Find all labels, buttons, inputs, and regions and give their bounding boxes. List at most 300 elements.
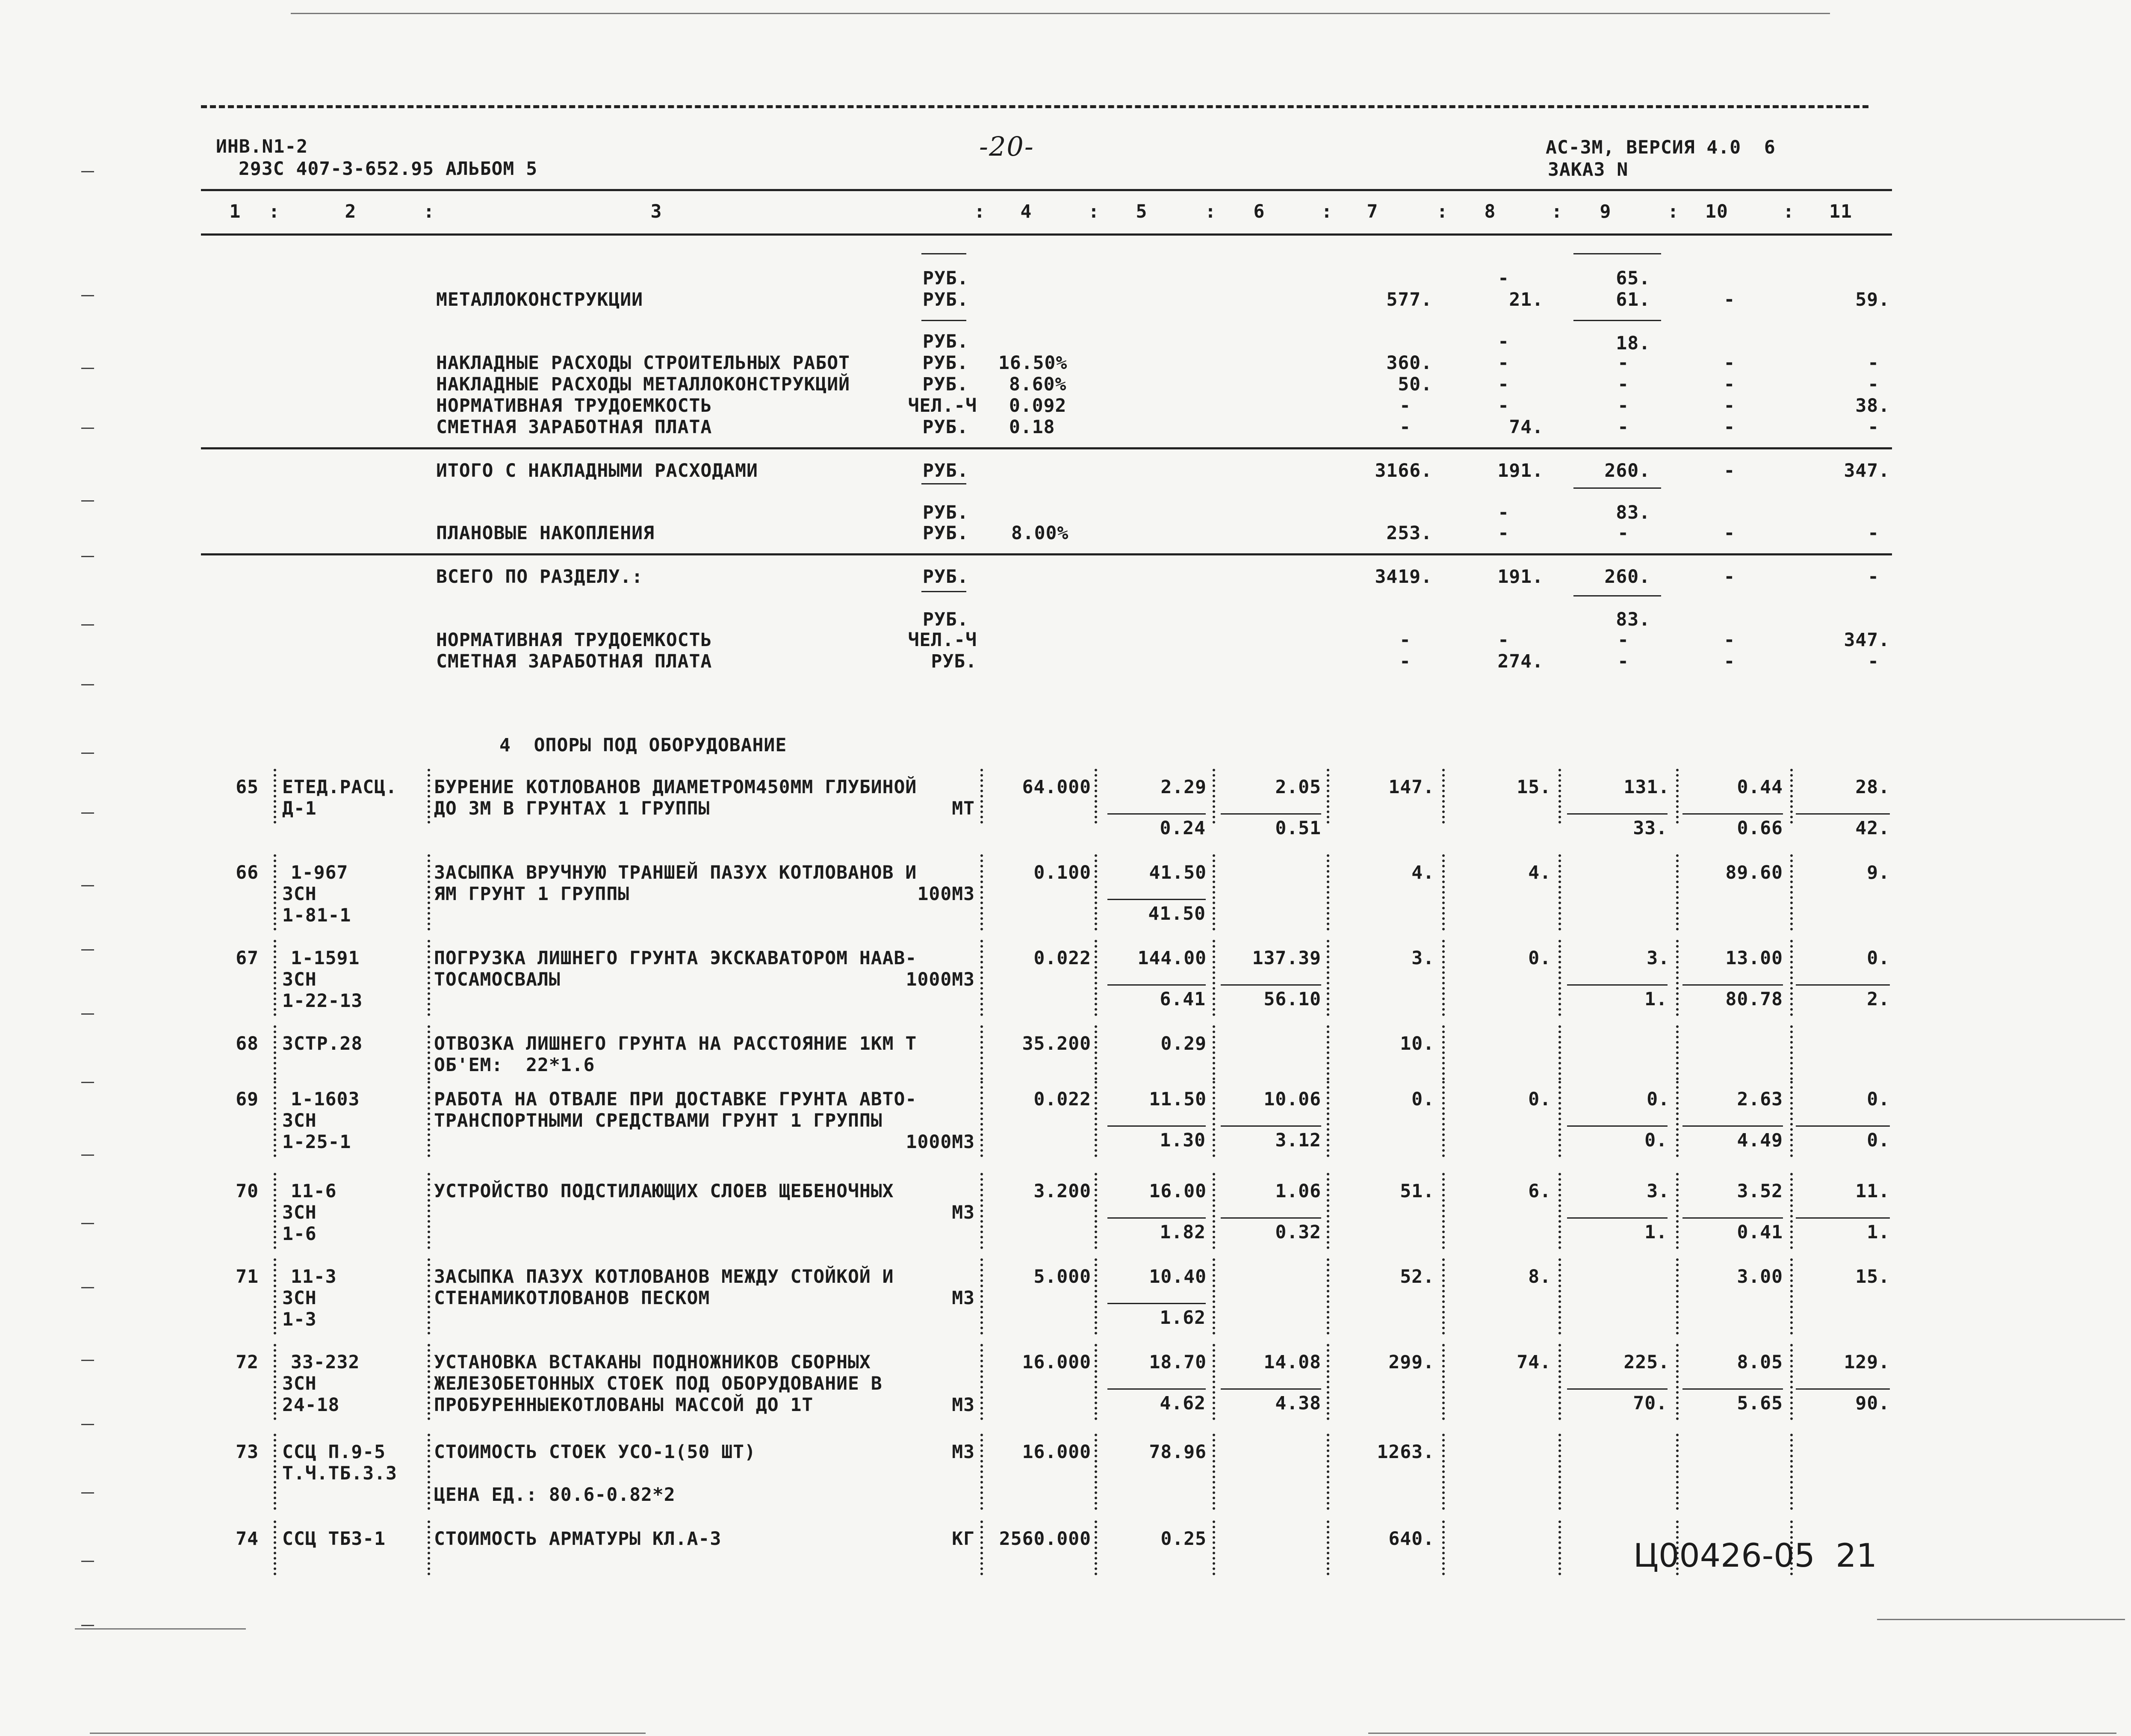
section-total-label: ВСЕГО ПО РАЗДЕЛУ.: [436, 566, 643, 588]
column9-value: - [1617, 374, 1629, 395]
column-10-value: 3.52 [1737, 1181, 1783, 1202]
subtotal-rule [201, 447, 1892, 449]
column-7-value: 3. [1411, 948, 1434, 969]
column9-value: 61. [1616, 289, 1650, 310]
unit-of-measure: 100М3 [917, 883, 975, 905]
margin-tick [81, 171, 94, 172]
column8-value: 74. [1509, 416, 1544, 438]
column7-value: 3166. [1375, 460, 1432, 481]
column11-value: - [1868, 374, 1879, 395]
column-5-value: 2.29 [1160, 776, 1207, 798]
value-split-rule [1796, 984, 1890, 986]
column-8-value: 8. [1528, 1266, 1551, 1287]
column9-value: - [1617, 395, 1629, 416]
column-8-value: 15. [1517, 776, 1551, 798]
column-10-secondary-value: 4.49 [1737, 1130, 1783, 1151]
rate-code: 11-3 [291, 1266, 337, 1287]
margin-tick [81, 1287, 94, 1288]
value-split-rule [1567, 813, 1668, 815]
column-9-value: 3. [1647, 1181, 1670, 1202]
column-10-value: 13.00 [1725, 948, 1783, 969]
rate-code: 1-967 [291, 862, 348, 883]
value-split-rule [1107, 1217, 1206, 1219]
column-4-value: 16.000 [1022, 1441, 1091, 1463]
rate-code: ССЦ П.9-5 [282, 1441, 386, 1463]
work-description: РАБОТА НА ОТВАЛЕ ПРИ ДОСТАВКЕ ГРУНТА АВТО- [434, 1089, 917, 1110]
rate-code: 24-18 [282, 1394, 340, 1416]
unit-of-measure: 1000М3 [906, 1131, 975, 1153]
column11-value: - [1868, 352, 1879, 374]
work-description: УСТРОЙСТВО ПОДСТИЛАЮЩИХ СЛОЕВ ЩЕБЕНОЧНЫХ [434, 1181, 894, 1202]
column-8-value: 0. [1528, 948, 1551, 969]
column-number: 2 [345, 201, 357, 222]
column-separator [1213, 1025, 1215, 1080]
rate-code: 1-3 [282, 1309, 317, 1330]
column-6-value: 14.08 [1263, 1352, 1321, 1373]
column8-value: - [1498, 523, 1509, 544]
document-stamp: Ц00426-05 21 [1633, 1536, 1877, 1574]
column-separator [1790, 1025, 1793, 1080]
unit-label: РУБ. [922, 374, 968, 395]
value-split-rule [1796, 1125, 1890, 1127]
rate-code: 1-25-1 [282, 1131, 351, 1153]
column10-value: - [1724, 395, 1735, 416]
column-6-secondary-value: 3.12 [1275, 1130, 1321, 1151]
column-4-value: 64.000 [1022, 776, 1091, 798]
rate-code: ЗСН [282, 1110, 317, 1131]
column-number: 4 [1020, 201, 1032, 222]
column7-value: - [1399, 416, 1411, 438]
value-split-rule [1682, 813, 1783, 815]
column-9-value: 3. [1647, 948, 1670, 969]
work-description: ЖЕЛЕЗОБЕТОННЫХ СТОЕК ПОД ОБОРУДОВАНИЕ В [434, 1373, 883, 1394]
column-separator [1442, 1434, 1445, 1510]
value-split-rule [1107, 1303, 1206, 1304]
column-separator [428, 769, 430, 824]
column11-value: - [1868, 416, 1879, 438]
column4-value: 0.092 [1009, 395, 1067, 416]
column-5-secondary-value: 6.41 [1160, 989, 1206, 1010]
column10-value: - [1724, 523, 1735, 544]
column-separator: : [1321, 201, 1333, 222]
column-10-secondary-value: 5.65 [1737, 1393, 1783, 1414]
value-split-rule [1107, 1388, 1206, 1390]
column-10-value: 2.63 [1737, 1089, 1783, 1110]
column-6-secondary-value: 56.10 [1263, 989, 1321, 1010]
column-9-secondary-value: 1. [1644, 989, 1668, 1010]
rate-code: 33-232 [291, 1352, 360, 1373]
margin-tick [81, 1082, 94, 1083]
margin-tick [81, 1013, 94, 1015]
item-number: 73 [236, 1441, 259, 1463]
value-split-rule [1221, 813, 1321, 815]
value-split-rule [1107, 813, 1206, 815]
column-9-secondary-value: 33. [1633, 818, 1668, 839]
column8-value: 21. [1509, 289, 1544, 310]
column-4-value: 5.000 [1033, 1266, 1091, 1287]
column10-value: - [1724, 460, 1735, 481]
column8-value: - [1498, 502, 1509, 523]
column-7-value: 10. [1400, 1033, 1434, 1054]
value-split-rule [1796, 1388, 1890, 1390]
column-number: 3 [650, 201, 662, 222]
column4-value: 8.00% [1011, 523, 1069, 544]
column10-value: - [1724, 629, 1735, 651]
column9-value: 18. [1616, 333, 1650, 354]
bottom-rule-long-right [1368, 1733, 2116, 1734]
rate-code: Т.Ч.ТБ.3.3 [282, 1463, 397, 1484]
row-label: СМЕТНАЯ ЗАРАБОТНАЯ ПЛАТА [436, 651, 712, 672]
column4-value: 0.18 [1009, 416, 1055, 438]
column11-value: 347. [1844, 629, 1890, 651]
column-10-secondary-value: 0.41 [1737, 1222, 1783, 1243]
unit-label: ЧЕЛ.-Ч [908, 395, 977, 416]
column-4-value: 2560.000 [999, 1528, 1091, 1550]
value-split-rule [1221, 1388, 1321, 1390]
section-title: 4 ОПОРЫ ПОД ОБОРУДОВАНИЕ [499, 735, 787, 756]
column-5-secondary-value: 0.24 [1160, 818, 1206, 839]
column-separator [1558, 1520, 1561, 1575]
value-split-rule [1221, 1125, 1321, 1127]
rate-code: ЗСН [282, 969, 317, 990]
column8-value: - [1498, 331, 1509, 352]
column-9-secondary-value: 0. [1644, 1130, 1668, 1151]
item-number: 74 [236, 1528, 259, 1550]
column-separator [274, 940, 276, 1016]
column-separator [428, 1258, 430, 1334]
column-separator [1790, 1434, 1793, 1510]
rate-code: ЗСН [282, 1287, 317, 1309]
column-11-value: 9. [1867, 862, 1890, 883]
rate-code: 1-1591 [291, 948, 360, 969]
unit-overline [921, 253, 966, 254]
unit-label: РУБ. [923, 268, 969, 289]
item-number: 70 [236, 1181, 259, 1202]
unit-underline [921, 483, 966, 484]
unit-of-measure: М3 [952, 1394, 975, 1416]
column8-value: 191. [1497, 460, 1544, 481]
column11-value: - [1868, 523, 1879, 544]
column-separator: : [423, 201, 435, 222]
work-description: БУРЕНИЕ КОТЛОВАНОВ ДИАМЕТРОМ450ММ ГЛУБИНОЙ [434, 776, 917, 798]
unit-underline [921, 320, 966, 321]
column-5-value: 18.70 [1149, 1352, 1207, 1373]
column-4-value: 16.000 [1022, 1352, 1091, 1373]
bottom-rule-left [75, 1628, 246, 1630]
total-with-overheads-label: ИТОГО С НАКЛАДНЫМИ РАСХОДАМИ [436, 460, 758, 481]
column11-value: - [1868, 566, 1879, 588]
column-10-value: 8.05 [1737, 1352, 1783, 1373]
column-separator [1213, 854, 1215, 930]
value-split-rule [1567, 1217, 1668, 1219]
column-10-value: 0.44 [1737, 776, 1783, 798]
column-11-value: 0. [1867, 1089, 1890, 1110]
margin-tick [81, 428, 94, 429]
column-4-value: 3.200 [1033, 1181, 1091, 1202]
row-label: СМЕТНАЯ ЗАРАБОТНАЯ ПЛАТА [436, 416, 712, 438]
column-5-value: 78.96 [1149, 1441, 1207, 1463]
column-5-value: 16.00 [1149, 1181, 1207, 1202]
column9-value: 65. [1616, 268, 1650, 289]
column-7-value: 52. [1400, 1266, 1434, 1287]
item-number: 69 [236, 1089, 259, 1110]
page-number: -20- [979, 131, 1034, 162]
column-separator [1213, 1520, 1215, 1575]
column7-value: 253. [1386, 523, 1432, 544]
column-7-value: 51. [1400, 1181, 1434, 1202]
column-separator: : [1088, 201, 1100, 222]
margin-tick [81, 753, 94, 754]
value-split-rule [1682, 1217, 1783, 1219]
column-9-value: 225. [1623, 1352, 1670, 1373]
column-4-value: 0.100 [1033, 862, 1091, 883]
column-5-value: 41.50 [1149, 862, 1207, 883]
column-7-value: 640. [1388, 1528, 1434, 1550]
column7-value: - [1399, 629, 1411, 651]
column-separator [428, 1025, 430, 1080]
column-10-value: 3.00 [1737, 1266, 1783, 1287]
column-separator [274, 1173, 276, 1249]
column-6-secondary-value: 0.32 [1275, 1222, 1321, 1243]
album-reference: 293С 407-3-652.95 АЛЬБОМ 5 [239, 158, 538, 180]
unit-label: ЧЕЛ.-Ч [908, 629, 977, 651]
inventory-number: ИНВ.N1-2 [216, 136, 308, 157]
unit-underline [921, 591, 966, 592]
column-separator [428, 1081, 430, 1157]
column-separator [1676, 1025, 1679, 1080]
column10-value: - [1724, 352, 1735, 374]
column-separator: : [974, 201, 986, 222]
column9-value: - [1617, 651, 1629, 672]
value-split-rule [1567, 1125, 1668, 1127]
unit-label: РУБ. [923, 609, 969, 630]
column-separator: : [269, 201, 280, 222]
column-10-secondary-value: 80.78 [1725, 989, 1783, 1010]
margin-tick [81, 624, 94, 626]
column-11-secondary-value: 90. [1855, 1393, 1890, 1414]
column-separator [1558, 854, 1561, 930]
work-description: ПРОБУРЕННЫЕКОТЛОВАНЫ МАССОЙ ДО 1Т [434, 1394, 814, 1416]
row-label: НОРМАТИВНАЯ ТРУДОЕМКОСТЬ [436, 629, 712, 651]
column-6-value: 10.06 [1263, 1089, 1321, 1110]
margin-tick [81, 1625, 94, 1626]
value-split-rule [1567, 984, 1668, 986]
column-4-value: 35.200 [1022, 1033, 1091, 1054]
unit-of-measure: МТ [952, 798, 975, 819]
column7-value: - [1399, 395, 1411, 416]
margin-tick [81, 1154, 94, 1156]
planned-savings-label: ПЛАНОВЫЕ НАКОПЛЕНИЯ [436, 523, 655, 544]
top-dashed-rule [201, 105, 1868, 108]
margin-tick [81, 1561, 94, 1562]
column-6-secondary-value: 4.38 [1275, 1393, 1321, 1414]
column-9-value: 131. [1623, 776, 1670, 798]
margin-tick [81, 812, 94, 814]
column7-value: 3419. [1375, 566, 1432, 588]
column9-underline [1573, 320, 1661, 321]
margin-tick [81, 556, 94, 557]
section-total-rule [201, 553, 1892, 555]
column-separator [1558, 1434, 1561, 1510]
column-10-value: 89.60 [1725, 862, 1783, 883]
column9-value: 260. [1604, 566, 1650, 588]
margin-tick [81, 368, 94, 369]
column4-value: 16.50% [998, 352, 1068, 374]
column11-value: - [1868, 651, 1879, 672]
value-split-rule [1682, 1125, 1783, 1127]
work-description: ПОГРУЗКА ЛИШНЕГО ГРУНТА ЭКСКАВАТОРОМ НААВ- [434, 948, 917, 969]
column9-value: - [1617, 352, 1629, 374]
unit-label: РУБ. [923, 566, 969, 588]
unit-label: РУБ. [923, 502, 969, 523]
unit-label: РУБ. [923, 289, 969, 310]
column-separator [428, 1173, 430, 1249]
unit-label: РУБ. [923, 331, 969, 352]
value-split-rule [1682, 984, 1783, 986]
work-description: УСТАНОВКА ВСТАКАНЫ ПОДНОЖНИКОВ СБОРНЫХ [434, 1352, 871, 1373]
rate-code: ЗСТР.28 [282, 1033, 363, 1054]
column-separator: : [1668, 201, 1679, 222]
work-description: ТРАНСПОРТНЫМИ СРЕДСТВАМИ ГРУНТ 1 ГРУППЫ [434, 1110, 883, 1131]
column-separator [428, 854, 430, 930]
column-separator [274, 769, 276, 824]
column11-value: 347. [1844, 460, 1890, 481]
work-description: ТОСАМОСВАЛЫ [434, 969, 561, 990]
column-11-value: 11. [1855, 1181, 1890, 1202]
column8-value: - [1498, 374, 1509, 395]
column-5-secondary-value: 41.50 [1148, 903, 1206, 924]
column-11-secondary-value: 1. [1867, 1222, 1890, 1243]
unit-of-measure: М3 [952, 1441, 975, 1463]
margin-tick [81, 1360, 94, 1361]
item-number: 67 [236, 948, 259, 969]
column-5-secondary-value: 1.62 [1160, 1307, 1206, 1329]
column-separator [274, 1344, 276, 1420]
rate-code: 1-6 [282, 1223, 317, 1245]
column-6-secondary-value: 0.51 [1275, 818, 1321, 839]
value-split-rule [1682, 1388, 1783, 1390]
column-10-secondary-value: 0.66 [1737, 818, 1783, 839]
unit-label: РУБ. [923, 460, 969, 481]
margin-tick [81, 1424, 94, 1425]
rate-code: 1-22-13 [282, 990, 363, 1012]
column-5-value: 11.50 [1149, 1089, 1207, 1110]
bottom-rule-right [1877, 1619, 2125, 1620]
bottom-rule-long [90, 1733, 646, 1734]
column-7-value: 147. [1388, 776, 1434, 798]
column8-value: - [1498, 268, 1509, 289]
column-separator [274, 1520, 276, 1575]
row-label: НОРМАТИВНАЯ ТРУДОЕМКОСТЬ [436, 395, 712, 416]
column-separator: : [1205, 201, 1216, 222]
column-separator [1213, 1434, 1215, 1510]
column-number: 6 [1253, 201, 1265, 222]
column-8-value: 6. [1528, 1181, 1551, 1202]
work-description: ЗАСЫПКА ВРУЧНУЮ ТРАНШЕЙ ПАЗУХ КОТЛОВАНОВ И [434, 862, 917, 883]
column-separator [428, 1344, 430, 1420]
column-number: 8 [1484, 201, 1496, 222]
program-version: АС-3М, ВЕРСИЯ 4.0 6 [1546, 137, 1776, 158]
item-number: 72 [236, 1352, 259, 1373]
column7-value: - [1399, 651, 1411, 672]
column-separator [1442, 1025, 1445, 1080]
column10-value: - [1724, 289, 1735, 310]
rate-code: ЗСН [282, 883, 317, 905]
column-5-secondary-value: 1.82 [1160, 1222, 1206, 1243]
column-8-value: 4. [1528, 862, 1551, 883]
column-separator [428, 940, 430, 1016]
work-description: ЯМ ГРУНТ 1 ГРУППЫ [434, 883, 630, 905]
column9-underline [1573, 595, 1661, 596]
work-description: СТОИМОСТЬ СТОЕК УСО-1(50 ШТ) [434, 1441, 756, 1463]
column-6-value: 1.06 [1275, 1181, 1321, 1202]
column-4-value: 0.022 [1033, 1089, 1091, 1110]
rate-code: ЕТЕД.РАСЦ. [282, 776, 397, 798]
column-number: 1 [229, 201, 241, 222]
item-number: 66 [236, 862, 259, 883]
column8-value: - [1498, 395, 1509, 416]
column-separator [428, 1434, 430, 1510]
unit-of-measure: 1000М3 [906, 969, 975, 990]
margin-tick [81, 295, 94, 296]
column8-value: 274. [1497, 651, 1544, 672]
column-separator [274, 1434, 276, 1510]
margin-tick [81, 949, 94, 951]
column-5-value: 0.29 [1160, 1033, 1207, 1054]
column-separator [1676, 1434, 1679, 1510]
column-number: 9 [1600, 201, 1612, 222]
column-5-value: 144.00 [1137, 948, 1207, 969]
item-number: 65 [236, 776, 259, 798]
rate-code: ЗСН [282, 1202, 317, 1223]
column7-value: 360. [1386, 352, 1432, 374]
work-description: СТОИМОСТЬ АРМАТУРЫ КЛ.А-3 [434, 1528, 722, 1550]
value-split-rule [1107, 984, 1206, 986]
column10-value: - [1724, 566, 1735, 588]
scan-top-rule [291, 13, 1830, 14]
column9-overline [1573, 253, 1661, 254]
work-description: ЗАСЫПКА ПАЗУХ КОТЛОВАНОВ МЕЖДУ СТОЙКОЙ И [434, 1266, 894, 1287]
rate-code: ЗСН [282, 1373, 317, 1394]
margin-tick [81, 885, 94, 886]
column-9-value: 0. [1647, 1089, 1670, 1110]
column-separator [1213, 1258, 1215, 1334]
row-label: НАКЛАДНЫЕ РАСХОДЫ СТРОИТЕЛЬНЫХ РАБОТ [436, 352, 850, 374]
column9-value: - [1617, 629, 1629, 651]
margin-tick [81, 1492, 94, 1494]
column-6-value: 137.39 [1252, 948, 1321, 969]
unit-label: РУБ. [922, 416, 968, 438]
value-split-rule [1221, 1217, 1321, 1219]
column-separator: : [1551, 201, 1563, 222]
work-description: ЦЕНА ЕД.: 80.6-0.82*2 [434, 1484, 676, 1506]
column-separator [274, 1025, 276, 1080]
unit-of-measure: М3 [952, 1202, 975, 1223]
work-description: СТЕНАМИКОТЛОВАНОВ ПЕСКОМ [434, 1287, 710, 1309]
column-number: 10 [1705, 201, 1728, 222]
column-separator [274, 1258, 276, 1334]
item-number: 68 [236, 1033, 259, 1054]
column7-value: 50. [1398, 374, 1432, 395]
column9-value: - [1617, 416, 1629, 438]
rate-code: ССЦ ТБ3-1 [282, 1528, 386, 1550]
column-4-value: 0.022 [1033, 948, 1091, 969]
header-rule-top [201, 189, 1892, 191]
column10-value: - [1724, 416, 1735, 438]
column-5-secondary-value: 4.62 [1160, 1393, 1206, 1414]
column-separator [274, 1081, 276, 1157]
column-6-value: 2.05 [1275, 776, 1321, 798]
